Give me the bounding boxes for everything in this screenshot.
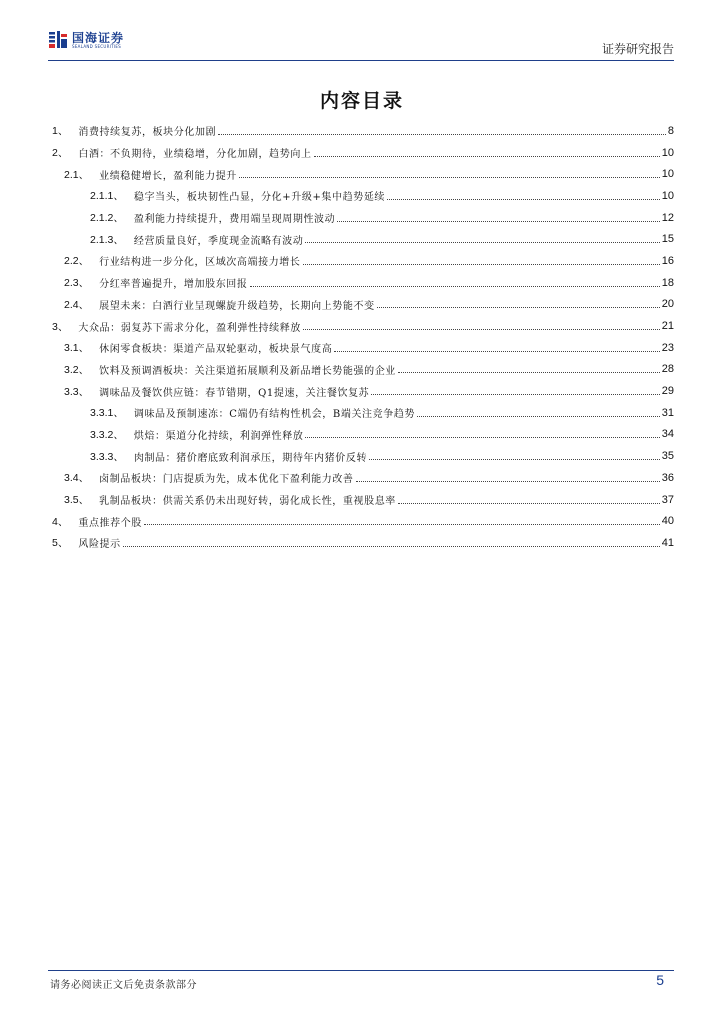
toc-entry-page: 15 [661, 233, 674, 246]
toc-entry[interactable] [50, 120, 674, 142]
toc-entry[interactable] [50, 424, 674, 446]
toc-entry-number: 3、 [52, 320, 69, 333]
toc-dot-leader [305, 436, 659, 438]
logo-english-name: SEALAND SECURITIES [72, 44, 122, 49]
toc-entry[interactable] [50, 250, 674, 272]
toc-entry-title: 白酒：不负期待，业绩稳增，分化加剧，趋势向上 [78, 149, 312, 161]
toc-entry-page: 35 [661, 450, 674, 463]
toc-entry[interactable] [50, 337, 674, 359]
toc-entry-number: 2.1.3、 [90, 233, 124, 246]
logo-chinese-name: 国海证券 [72, 31, 125, 45]
page-number: 5 [656, 972, 664, 988]
toc-entry[interactable] [50, 380, 674, 402]
toc-dot-leader [377, 306, 660, 308]
toc-entry-page: 29 [661, 385, 674, 398]
toc-dot-leader [123, 545, 660, 547]
toc-dot-leader [369, 458, 660, 460]
toc-entry-page: 10 [661, 189, 674, 202]
toc-entry-page: 40 [661, 515, 674, 528]
toc-title: 内容目录 [319, 90, 404, 112]
toc-dot-leader [398, 371, 660, 373]
toc-entry-number: 2.1、 [64, 168, 90, 181]
toc-entry[interactable] [50, 294, 674, 316]
toc-dot-leader [337, 220, 659, 222]
toc-entry-title: 分红率普遍提升，增加股东回报 [99, 279, 248, 291]
toc-entry-number: 5、 [52, 537, 69, 550]
toc-entry-title: 风险提示 [78, 539, 121, 551]
toc-entry-number: 2.1.1、 [90, 190, 124, 203]
toc-entry-title: 休闲零食板块：渠道产品双轮驱动，板块景气度高 [99, 344, 333, 356]
toc-entry-title: 饮料及预调酒板块：关注渠道拓展顺利及新品增长势能强的企业 [99, 365, 396, 377]
toc-entry-title: 烘焙：渠道分化持续，利润弹性释放 [133, 430, 304, 442]
toc-dot-leader [144, 523, 660, 525]
toc-entry-page: 21 [661, 320, 674, 333]
toc-entry-title: 调味品及预制速冻：C端仍有结构性机会，B端关注竞争趋势 [133, 409, 416, 421]
toc-entry-page: 12 [661, 211, 674, 224]
toc-entry-number: 2.4、 [64, 298, 90, 311]
toc-entry-page: 20 [661, 298, 674, 311]
toc-entry[interactable] [50, 532, 674, 554]
toc-entry-title: 肉制品：猪价磨底致利润承压，期待年内猪价反转 [133, 452, 368, 464]
toc-entry-page: 41 [661, 536, 674, 549]
page-header [0, 0, 724, 66]
toc-entry-number: 3.3.3、 [90, 450, 124, 463]
toc-dot-leader [334, 350, 659, 352]
footer-divider [48, 970, 674, 971]
toc-entry-page: 23 [661, 341, 674, 354]
toc-entry-page: 10 [661, 168, 674, 181]
toc-entry[interactable] [50, 163, 674, 185]
toc-entry-page: 36 [661, 471, 674, 484]
toc-entry-number: 3.3.1、 [90, 407, 124, 420]
toc-entry-title: 大众品：弱复苏下需求分化，盈利弹性持续释放 [78, 322, 301, 334]
toc-entry-page: 16 [661, 254, 674, 267]
toc-entry[interactable] [50, 272, 674, 294]
toc-entry-page: 37 [661, 493, 674, 506]
toc-dot-leader [239, 176, 660, 178]
toc-entry-title: 消费持续复苏，板块分化加剧 [78, 127, 217, 139]
toc-dot-leader [356, 480, 660, 482]
toc-dot-leader [387, 198, 660, 200]
toc-entry-page: 28 [661, 363, 674, 376]
toc-dot-leader [303, 328, 660, 330]
toc-entry[interactable] [50, 359, 674, 381]
toc-entry[interactable] [50, 489, 674, 511]
toc-entry-title: 稳字当头，板块韧性凸显，分化+升级+集中趋势延续 [133, 192, 386, 204]
toc-dot-leader [314, 155, 660, 157]
toc-entry-page: 34 [661, 428, 674, 441]
toc-entry[interactable] [50, 228, 674, 250]
report-type-label: 证券研究报告 [601, 42, 674, 56]
table-of-contents [50, 120, 674, 554]
toc-entry-title: 业绩稳健增长，盈利能力提升 [99, 170, 237, 182]
toc-entry-page: 31 [661, 406, 674, 419]
toc-entry-title: 经营质量良好，季度现金流略有波动 [133, 235, 304, 247]
toc-entry-number: 4、 [52, 515, 69, 528]
sealand-logo-icon [48, 30, 68, 50]
toc-entry-page: 10 [661, 146, 674, 159]
toc-entry-number: 2.3、 [64, 277, 90, 290]
toc-entry-number: 2、 [52, 147, 69, 160]
toc-entry[interactable] [50, 510, 674, 532]
toc-entry-number: 3.2、 [64, 363, 90, 376]
toc-entry[interactable] [50, 142, 674, 164]
toc-dot-leader [417, 415, 660, 417]
toc-entry[interactable] [50, 185, 674, 207]
toc-entry-title: 乳制品板块：供需关系仍未出现好转，弱化成长性，重视股息率 [99, 496, 396, 508]
toc-entry-number: 3.5、 [64, 494, 90, 507]
toc-entry-number: 3.3.2、 [90, 428, 124, 441]
toc-entry-title: 重点推荐个股 [78, 517, 142, 529]
toc-dot-leader [398, 502, 660, 504]
toc-entry-number: 3.1、 [64, 342, 90, 355]
toc-entry-title: 盈利能力持续提升，费用端呈现周期性波动 [133, 214, 336, 226]
footer-disclaimer: 请务必阅读正文后免责条款部分 [50, 980, 197, 991]
toc-dot-leader [305, 241, 659, 243]
toc-entry-number: 3.4、 [64, 472, 90, 485]
toc-entry-title: 行业结构进一步分化，区域次高端接力增长 [99, 257, 301, 269]
company-logo [48, 28, 148, 54]
toc-entry-title: 卤制品板块：门店提质为先，成本优化下盈利能力改善 [99, 474, 354, 486]
toc-entry-page: 18 [661, 276, 674, 289]
toc-entry-title: 调味品及餐饮供应链：春节错期，Q1提速，关注餐饮复苏 [99, 387, 370, 399]
toc-entry-number: 2.2、 [64, 255, 90, 268]
toc-dot-leader [250, 285, 660, 287]
toc-entry-title: 展望未来：白酒行业呈现螺旋升级趋势，长期向上势能不变 [99, 300, 375, 312]
toc-entry[interactable] [50, 315, 674, 337]
toc-entry-number: 3.3、 [64, 385, 90, 398]
toc-dot-leader [371, 393, 659, 395]
header-divider [48, 60, 674, 61]
toc-dot-leader [218, 133, 666, 135]
toc-entry[interactable] [50, 402, 674, 424]
toc-entry[interactable] [50, 445, 674, 467]
toc-entry[interactable] [50, 207, 674, 229]
toc-dot-leader [303, 263, 660, 265]
toc-entry-number: 2.1.2、 [90, 212, 124, 225]
toc-entry-page: 8 [667, 124, 674, 137]
toc-entry[interactable] [50, 467, 674, 489]
toc-entry-number: 1、 [52, 125, 69, 138]
